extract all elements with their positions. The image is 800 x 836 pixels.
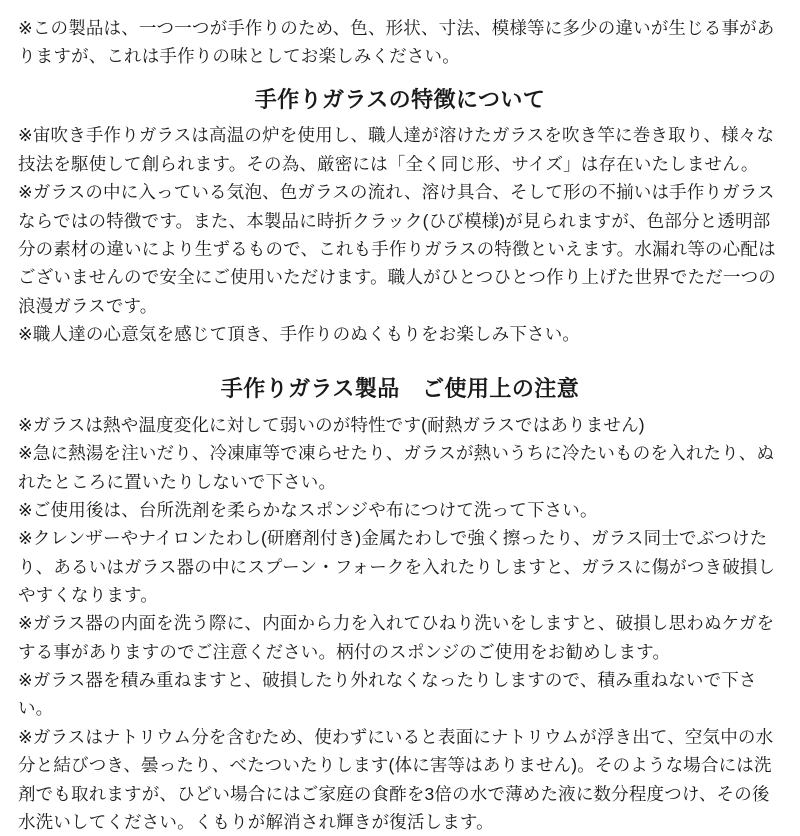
caution-paragraph-3: ※ご使用後は、台所洗剤を柔らかなスポンジや布につけて洗って下さい。	[18, 500, 598, 521]
caution-paragraph-1: ※ガラスは熱や温度変化に対して弱いのが特性です(耐熱ガラスではありません)	[18, 415, 645, 436]
section-body-features	[18, 121, 782, 348]
section-body-cautions	[18, 411, 782, 836]
section-heading-features: 手作りガラスの特徴について	[254, 86, 546, 112]
feature-paragraph-3: ※職人達の心意気を感じて頂き、手作りのぬくもりをお楽しみ下さい。	[18, 323, 581, 344]
caution-paragraph-6: ※ガラス器を積み重ねますと、破損したり外れなくなったりしますので、積み重ねないで下さい。	[18, 670, 757, 719]
feature-paragraph-1: ※宙吹き手作りガラスは高温の炉を使用し、職人達が溶けたガラスを吹き竿に巻き取り、様々な技法を駆使して創られます。その為、厳密には「全く同じ形、サイズ」は存在いたしません。	[18, 125, 775, 174]
caution-paragraph-5: ※ガラス器の内面を洗う際に、内面から力を入れてひねり洗いをしますと、破損し思わぬケガをする事がありますのでご注意ください。柄付のスポンジのご使用をお勧めします。	[18, 613, 775, 662]
caution-paragraph-2: ※急に熱湯を注いだり、冷凍庫等で凍らせたり、ガラスが熱いうちに冷たいものを入れたり、ぬれたところに置いたりしないで下さい。	[18, 443, 775, 492]
intro-paragraph: ※この製品は、一つ一つが手作りのため、色、形状、寸法、模様等に多少の違いが生じる事がありますが、これは手作りの味としてお楽しみください。	[18, 18, 775, 67]
feature-paragraph-2: ※ガラスの中に入っている気泡、色ガラスの流れ、溶け具合、そして形の不揃いは手作りガラスならではの特徴です。また、本製品に時折クラック(ひび模様)が見られますが、色部分と透明部分の素材の違いにより生ずるもので、これも手作りガラスの特徴といえます。水漏れ等の心配はございませんので安全にご使用いただけます。職人がひとつひとつ作り上げた世界でただ一つの浪漫ガラスです。	[18, 182, 776, 316]
caution-paragraph-7: ※ガラスはナトリウム分を含むため、使わずにいると表面にナトリウムが浮き出て、空気中の水分と結びつき、曇ったり、べたついたりします(体に害等はありません)。そのような場合には洗剤でも取れますが、ひどい場合にはご家庭の食酢を3倍の水で薄めた液に数分程度つけ、その後水洗いしてください。くもりが解消され輝きが復活します。	[18, 726, 774, 832]
caution-paragraph-4: ※クレンザーやナイロンたわし(研磨剤付き)金属たわしで強く擦ったり、ガラス同士でぶつけたり、あるいはガラス器の中にスプーン・フォークを入れたりしますと、ガラスに傷がつき破損しやすくなります。	[18, 528, 776, 606]
section-heading-cautions: 手作りガラス製品 ご使用上の注意	[220, 376, 580, 402]
